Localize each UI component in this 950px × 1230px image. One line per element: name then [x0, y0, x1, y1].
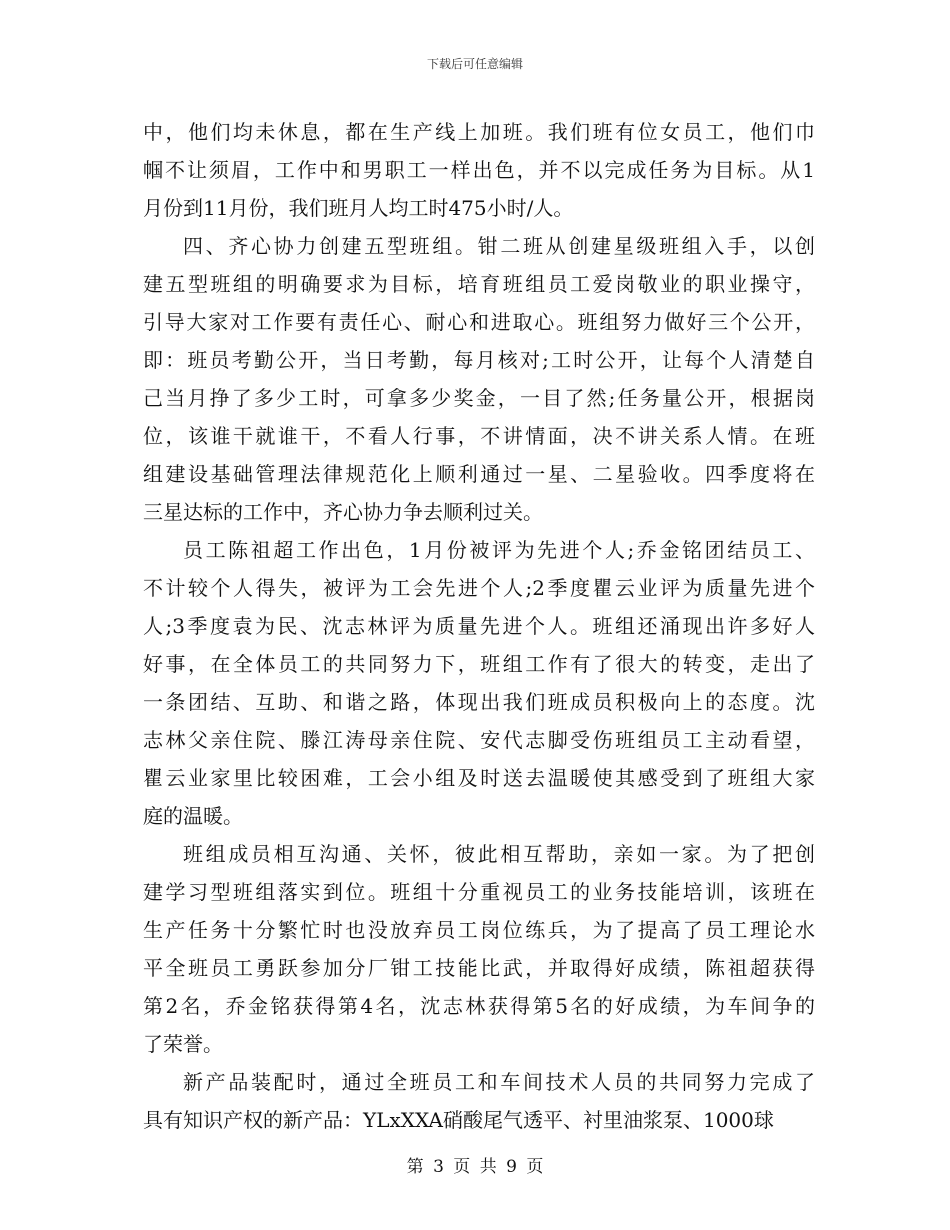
- text-line: 己当月挣了多少工时，可拿多少奖金，一目了然;任务量公开，根据岗: [143, 386, 815, 410]
- paragraph: [143, 835, 815, 1063]
- text-line: 瞿云业家里比较困难，工会小组及时送去温暖使其感受到了班组大家: [143, 766, 815, 790]
- text-line: 中，他们均未休息，都在生产线上加班。我们班有位女员工，他们巾: [143, 120, 815, 144]
- text-line: 班组成员相互沟通、关怀，彼此相互帮助，亲如一家。为了把创: [183, 842, 815, 866]
- paragraph: [143, 113, 815, 227]
- text-line: 一条团结、互助、和谐之路，体现出我们班成员积极向上的态度。沈: [143, 690, 815, 714]
- paragraph: [143, 227, 815, 531]
- text-line: 位，该谁干就谁干，不看人行事，不讲情面，决不讲关系人情。在班: [143, 424, 815, 448]
- text-line: 了荣誉。: [143, 1032, 223, 1056]
- page-number-footer: 第 3 页 共 9 页: [406, 1157, 544, 1177]
- text-line: 人;3季度袁为民、沈志林评为质量先进个人。班组还涌现出许多好人: [143, 614, 815, 638]
- paragraph: [143, 1063, 815, 1139]
- text-line: 庭的温暖。: [143, 804, 243, 828]
- document-body: [143, 113, 815, 1139]
- page-header-note: 下载后可任意编辑: [426, 57, 523, 71]
- text-line: 组建设基础管理法律规范化上顺利通过一星、二星验收。四季度将在: [143, 462, 815, 486]
- text-line: 具有知识产权的新产品：YLxXXA硝酸尾气透平、衬里油浆泵、1000球: [143, 1108, 774, 1132]
- text-line: 员工陈祖超工作出色，1月份被评为先进个人;乔金铭团结员工、: [183, 538, 815, 562]
- text-line: 帼不让须眉，工作中和男职工一样出色，并不以完成任务为目标。从1: [143, 158, 815, 182]
- text-line: 引导大家对工作要有责任心、耐心和进取心。班组努力做好三个公开，: [143, 310, 815, 334]
- text-line: 月份到11月份，我们班月人均工时475小时/人。: [143, 196, 574, 220]
- text-line: 平全班员工勇跃参加分厂钳工技能比武，并取得好成绩，陈祖超获得: [143, 956, 815, 980]
- text-line: 不计较个人得失，被评为工会先进个人;2季度瞿云业评为质量先进个: [143, 576, 815, 600]
- text-line: 志林父亲住院、滕江涛母亲住院、安代志脚受伤班组员工主动看望，: [143, 728, 815, 752]
- text-line: 即：班员考勤公开，当日考勤，每月核对;工时公开，让每个人清楚自: [143, 348, 815, 372]
- text-line: 三星达标的工作中，齐心协力争去顺利过关。: [143, 500, 543, 524]
- text-line: 建五型班组的明确要求为目标，培育班组员工爱岗敬业的职业操守，: [143, 272, 815, 296]
- text-line: 四、齐心协力创建五型班组。钳二班从创建星级班组入手，以创: [183, 234, 815, 258]
- text-line: 建学习型班组落实到位。班组十分重视员工的业务技能培训，该班在: [143, 880, 815, 904]
- paragraph: [143, 531, 815, 835]
- text-line: 好事，在全体员工的共同努力下，班组工作有了很大的转变，走出了: [143, 652, 815, 676]
- text-line: 第2名，乔金铭获得第4名，沈志林获得第5名的好成绩，为车间争的: [143, 994, 815, 1018]
- text-line: 新产品装配时，通过全班员工和车间技术人员的共同努力完成了: [183, 1070, 815, 1094]
- text-line: 生产任务十分繁忙时也没放弃员工岗位练兵，为了提高了员工理论水: [143, 918, 815, 942]
